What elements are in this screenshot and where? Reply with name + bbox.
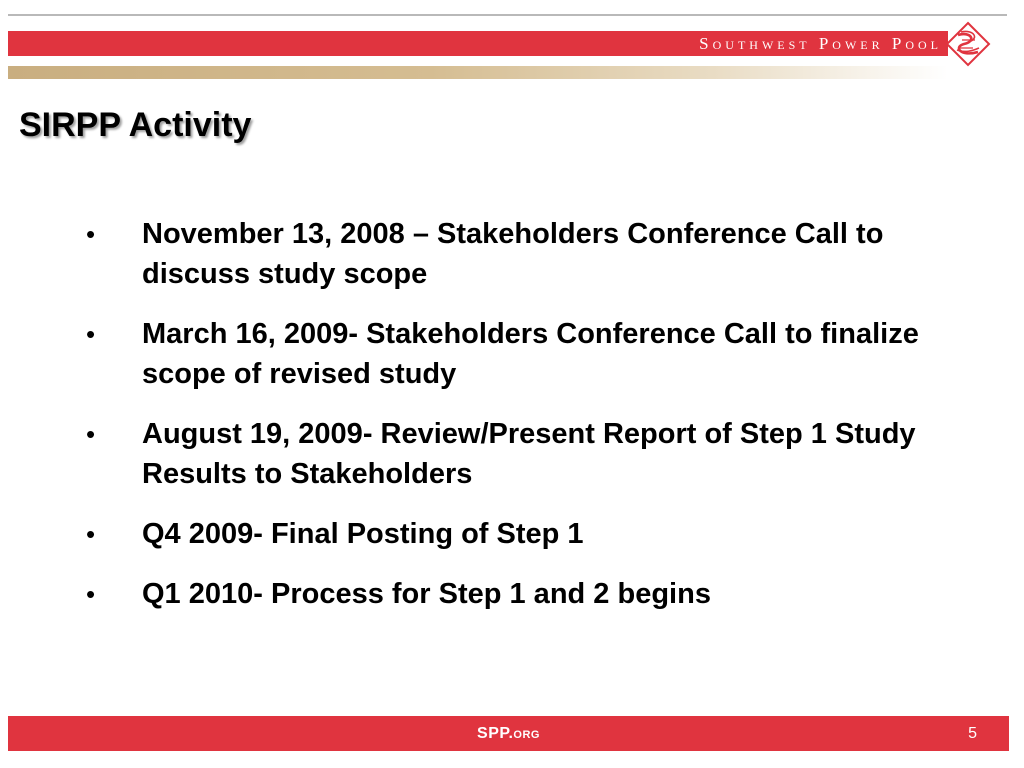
- bullet-text: November 13, 2008 – Stakeholders Conference Call to discuss study scope: [142, 218, 884, 290]
- bullet-marker-icon: •: [86, 319, 96, 349]
- page-number: 5: [968, 725, 977, 742]
- bullet-marker-icon: •: [86, 219, 96, 249]
- bullet-item: [80, 314, 960, 394]
- slide-title: SIRPP Activity: [19, 106, 252, 144]
- bullet-text: Q1 2010- Process for Step 1 and 2 begins: [142, 578, 711, 610]
- bullet-item: [80, 574, 960, 614]
- bullet-marker-icon: •: [86, 519, 96, 549]
- brand-name: Southwest Power Pool: [699, 34, 942, 53]
- bullet-item: [80, 414, 960, 494]
- bullet-list: [80, 214, 960, 634]
- bullet-text: March 16, 2009- Stakeholders Conference Call to finalize scope of revised study: [142, 318, 919, 390]
- header-gold-stripe: [8, 66, 948, 79]
- footer-band: [8, 716, 1009, 751]
- footer-site-link[interactable]: SPP.org: [477, 725, 540, 742]
- bullet-text: August 19, 2009- Review/Present Report of Step 1 Study Results to Stakeholders: [142, 418, 916, 490]
- bullet-marker-icon: •: [86, 579, 96, 609]
- bullet-item: [80, 214, 960, 294]
- spp-logo-icon: [945, 21, 991, 67]
- bullet-marker-icon: •: [86, 419, 96, 449]
- bullet-item: [80, 514, 960, 554]
- bullet-text: Q4 2009- Final Posting of Step 1: [142, 518, 584, 550]
- top-rule: [8, 14, 1007, 16]
